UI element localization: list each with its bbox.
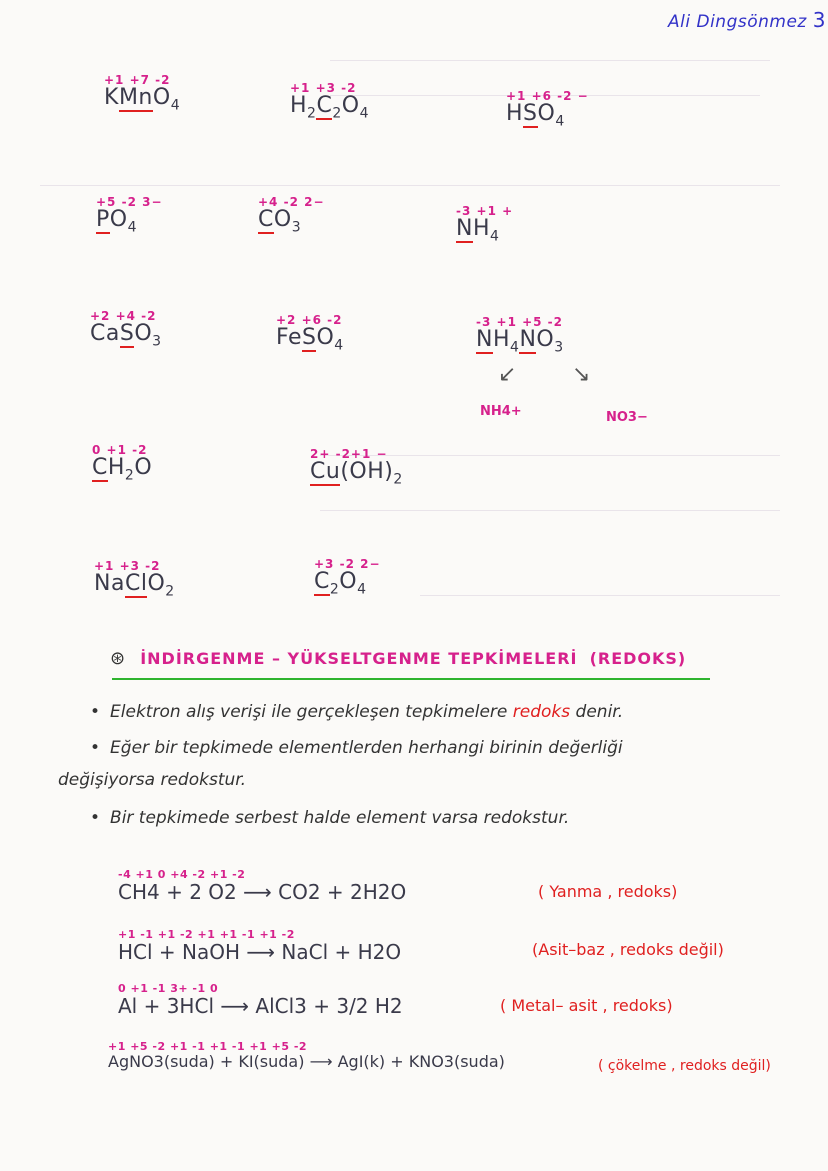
compound-formula: $H_2C_2O_4$ (290, 93, 370, 122)
author-signature (668, 8, 826, 32)
reaction-combustion (118, 868, 406, 904)
section-title: İNDİRGENME – YÜKSELTGENME TEPKİMELERİ (140, 649, 578, 668)
compound-formula: $HSO_4$ (506, 101, 565, 130)
reaction-oxidation-states: 0 +1 -1 3+ -1 0 (118, 982, 219, 995)
heading-underline (112, 678, 710, 680)
compound-cuoh2 (310, 448, 403, 486)
section-tag: (REDOKS) (589, 649, 687, 668)
oxidation-states: +4 -2 2− (258, 195, 325, 209)
oxidation-states: +2 +4 -2 (90, 309, 157, 323)
reaction-equation: AgNO3(suda) + KI(suda) ⟶ AgI(k) + KNO3(suda) (108, 1052, 505, 1071)
reaction-note: ( çökelme , redoks değil) (598, 1058, 771, 1074)
bullet-free-element: • Bir tepkimede serbest halde element varsa redokstur. (90, 808, 570, 828)
compound-hso4 (506, 90, 589, 128)
split-arrow-left-icon: ↙ (498, 362, 517, 387)
ghost-line (420, 595, 780, 596)
compound-formula: $NH_4NO_3$ (476, 327, 564, 356)
oxidation-states: +1 +6 -2 − (506, 89, 589, 103)
bullet-text: Elektron alış verişi ile gerçekleşen tepkimelere (110, 702, 508, 722)
oxidation-states: +5 -2 3− (96, 195, 163, 209)
page-number: 3 (812, 8, 826, 32)
oxidation-states: 2+ -2+1 − (310, 447, 388, 461)
compound-c2o4 (314, 558, 381, 596)
bullet-text: denir. (575, 702, 624, 722)
reaction-metal-acid (118, 982, 403, 1018)
reaction-acid-base (118, 928, 401, 964)
split-arrow-right-icon: ↘ (572, 362, 591, 387)
ghost-line (330, 60, 770, 61)
reaction-note: (Asit–baz , redoks değil) (532, 940, 724, 959)
oxidation-states: +1 +3 -2 (94, 559, 161, 573)
oxidation-states: +2 +6 -2 (276, 313, 343, 327)
compound-formula: $CO_3$ (258, 207, 302, 236)
author-name: Ali Dingsönmez (668, 12, 807, 32)
reaction-oxidation-states: -4 +1 0 +4 -2 +1 -2 (118, 868, 246, 881)
reaction-note: ( Yanma , redoks) (538, 882, 678, 901)
bullet-valence-change-cont (58, 770, 246, 790)
compound-nh4no3 (476, 316, 564, 354)
reaction-precipitation (108, 1040, 505, 1071)
compound-formula: CaSO$_3$ (90, 321, 162, 350)
compound-formula: NaClO$_2$ (94, 571, 175, 600)
section-heading (110, 648, 686, 669)
ghost-line (40, 185, 780, 186)
bullet-text: Bir tepkimede serbest halde element varsa redokstur. (110, 808, 570, 828)
oxidation-states: +1 +3 -2 (290, 81, 357, 95)
compound-h2c2o4 (290, 82, 369, 120)
bullet-text: Eğer bir tepkimede elementlerden herhangi birinin değerliği (110, 738, 623, 758)
compound-nh4 (456, 205, 513, 243)
oxidation-states: +1 +7 -2 (104, 73, 171, 87)
compound-ch2o (92, 444, 152, 482)
bullet-valence-change: • Eğer bir tepkimede elementlerden herhangi birinin değerliği (90, 738, 623, 758)
oxidation-states: 0 +1 -2 (92, 443, 148, 457)
compound-naclo2 (94, 560, 175, 598)
compound-caso3 (90, 310, 162, 348)
oxidation-states: +3 -2 2− (314, 557, 381, 571)
reaction-equation: CH4 + 2 O2 ⟶ CO2 + 2H2O (118, 880, 407, 904)
bullet-text: değişiyorsa redokstur. (58, 770, 247, 790)
ion-no3: NO3− (606, 410, 648, 425)
compound-po4 (96, 196, 163, 234)
reaction-equation: Al + 3HCl ⟶ AlCl3 + 3/2 H2 (118, 994, 403, 1018)
compound-formula: $CH_2O$ (92, 455, 153, 484)
compound-feso4 (276, 314, 344, 352)
ion-nh4: NH4+ (480, 404, 522, 419)
compound-co3 (258, 196, 325, 234)
compound-formula: FeSO$_4$ (276, 325, 344, 354)
compound-formula: $C_2O_4$ (314, 569, 367, 598)
bullet-definition: • Elektron alış verişi ile gerçekleşen tepkimelere redoks denir. (90, 702, 624, 722)
reaction-equation: HCl + NaOH ⟶ NaCl + H2O (118, 940, 402, 964)
ghost-line (320, 510, 780, 511)
reaction-oxidation-states: +1 -1 +1 -2 +1 +1 -1 +1 -2 (118, 928, 295, 941)
oxidation-states: -3 +1 +5 -2 (476, 315, 564, 329)
oxidation-states: -3 +1 + (456, 204, 514, 218)
compound-kmno4 (104, 74, 180, 112)
bullet-highlight: redoks (512, 702, 571, 722)
compound-formula: $Cu(OH)_2$ (310, 459, 403, 488)
reaction-oxidation-states: +1 +5 -2 +1 -1 +1 -1 +1 +5 -2 (108, 1040, 308, 1053)
compound-formula: KMnO$_4$ (104, 85, 181, 114)
asterisk-circle-icon: ⊛ (110, 648, 127, 669)
reaction-note: ( Metal– asit , redoks) (500, 996, 673, 1015)
compound-formula: $PO_4$ (96, 207, 138, 236)
compound-formula: $NH_4$ (456, 216, 500, 245)
